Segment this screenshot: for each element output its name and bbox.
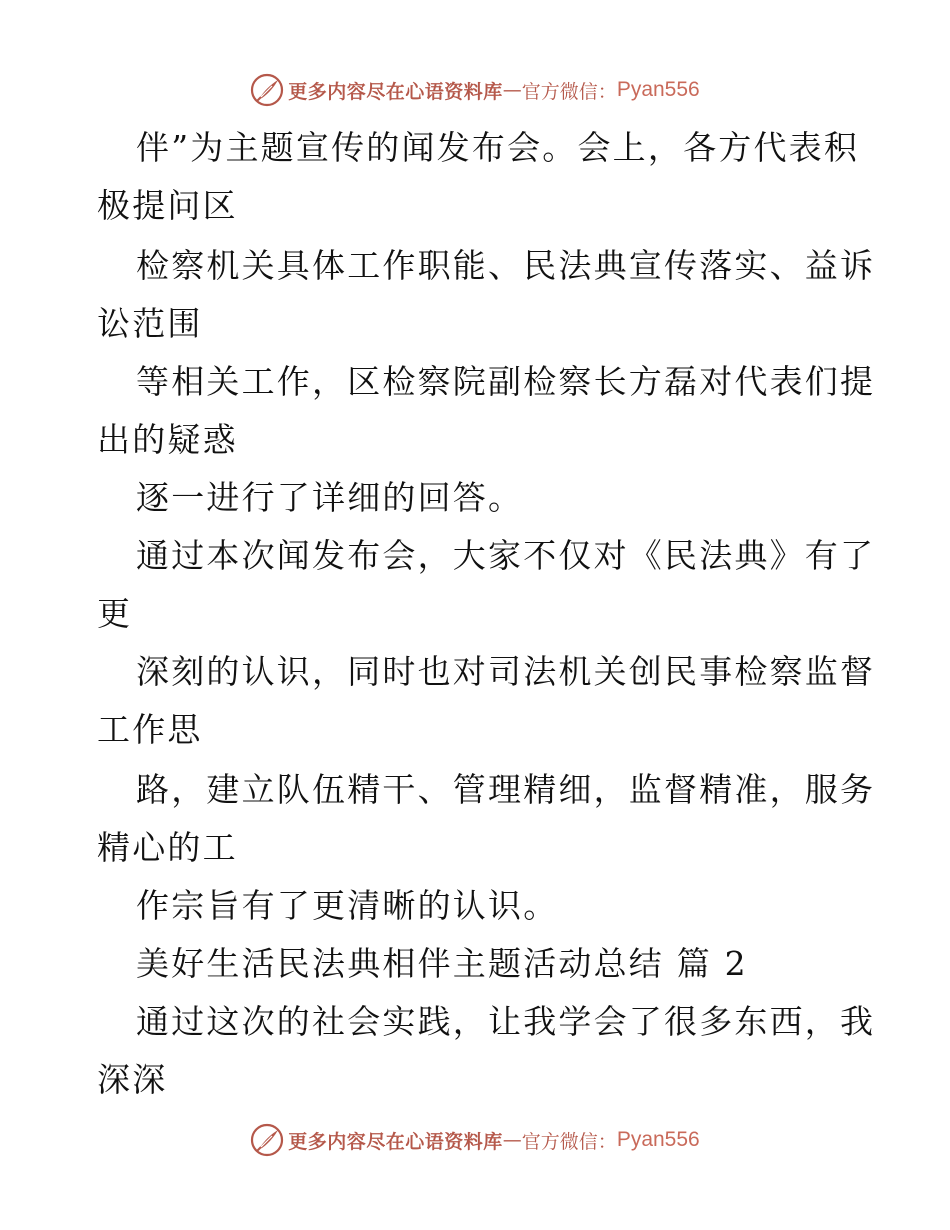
watermark-wechat-label: 官方微信： <box>521 80 617 103</box>
watermark-main-text: 更多内容尽在心语资料库 <box>288 1130 503 1153</box>
text-line: 深刻的认识，同时也对司法机关创民事检察监督 <box>136 652 876 691</box>
watermark-dash: — <box>502 1129 522 1151</box>
text-line: 深深 <box>97 1060 168 1099</box>
section-heading: 美好生活民法典相伴主题活动总结 篇 2 <box>136 944 748 983</box>
text-line: 等相关工作，区检察院副检察长方磊对代表们提 <box>136 362 876 401</box>
text-line: 工作思 <box>97 710 203 749</box>
text-line: 检察机关具体工作职能、民法典宣传落实、益诉 <box>136 246 876 285</box>
text-line: 路，建立队伍精干、管理精细，监督精准，服务 <box>136 770 876 809</box>
text-line: 出的疑惑 <box>97 420 238 459</box>
watermark-wechat-id: Pyan556 <box>616 1128 700 1151</box>
watermark-dash: — <box>502 79 522 101</box>
text-line: 伴”为主题宣传的闻发布会。会上，各方代表积 <box>136 128 860 167</box>
text-line: 精心的工 <box>97 828 238 867</box>
text-line: 极提问区 <box>97 186 238 225</box>
text-line: 逐一进行了详细的回答。 <box>136 478 524 517</box>
feather-pen-logo-icon <box>250 73 284 107</box>
watermark-wechat-label: 官方微信： <box>521 1130 617 1153</box>
text-line: 作宗旨有了更清晰的认识。 <box>136 886 559 925</box>
text-line: 更 <box>97 594 133 633</box>
watermark-wechat-id: Pyan556 <box>616 78 700 101</box>
feather-pen-logo-icon <box>250 1123 284 1157</box>
text-line: 讼范围 <box>97 304 203 343</box>
footer-watermark-banner <box>0 1120 950 1160</box>
text-line: 通过这次的社会实践，让我学会了很多东西，我 <box>136 1002 876 1041</box>
header-watermark-banner <box>0 70 950 110</box>
text-line: 通过本次闻发布会，大家不仅对《民法典》有了 <box>136 536 876 575</box>
watermark-main-text: 更多内容尽在心语资料库 <box>288 80 503 103</box>
